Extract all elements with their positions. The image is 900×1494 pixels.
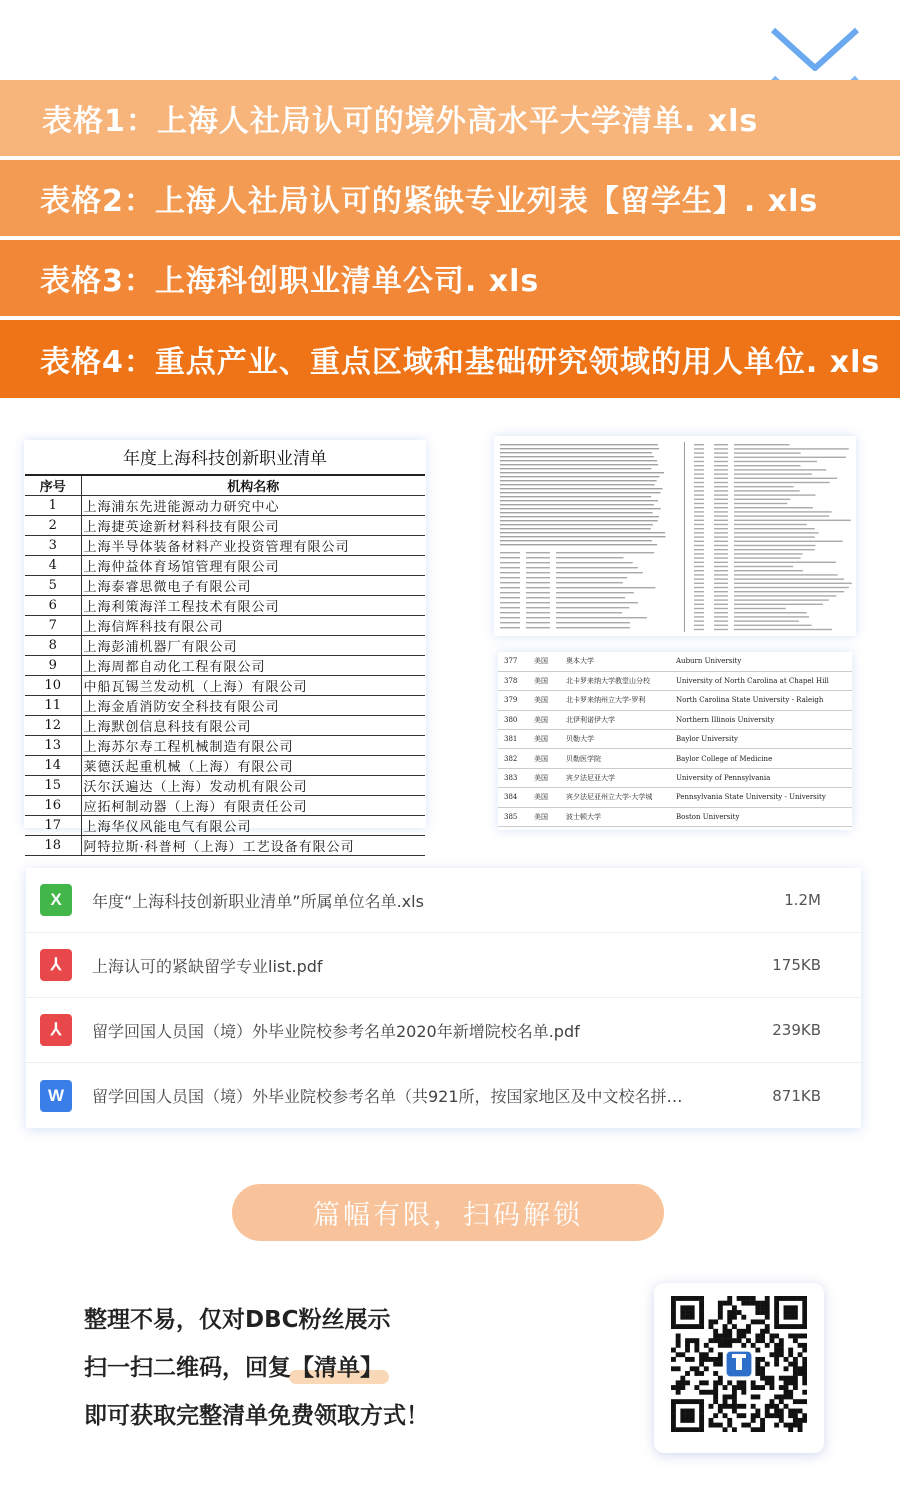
banner-label: 表格2：上海人社局认可的紧缺专业列表【留学生】. xls	[40, 184, 819, 219]
sheet-banner-3[interactable]	[0, 240, 900, 316]
table-row	[498, 730, 852, 749]
country: 美国	[526, 807, 566, 826]
table-row	[498, 652, 852, 671]
row-number: 1	[25, 496, 81, 516]
school-name-cn: 宾夕法尼亚州立大学-大学城	[566, 788, 676, 807]
row-number: 380	[498, 710, 526, 729]
sheet-banner-2[interactable]	[0, 160, 900, 236]
country: 美国	[526, 671, 566, 690]
row-number: 379	[498, 691, 526, 710]
org-name: 上海苏尔寿工程机械制造有限公司	[81, 736, 425, 756]
row-number: 8	[25, 636, 81, 656]
org-name: 上海彭浦机器厂有限公司	[81, 636, 425, 656]
country: 美国	[526, 768, 566, 787]
table-row	[25, 656, 425, 676]
table-row	[25, 696, 425, 716]
banner-label: 表格1：上海人社局认可的境外高水平大学清单. xls	[42, 104, 759, 139]
pdf-icon: ⅄	[40, 1014, 72, 1046]
country: 美国	[526, 710, 566, 729]
row-number: 384	[498, 788, 526, 807]
table-row	[25, 536, 425, 556]
note-line-1: 整理不易，仅对DBC粉丝展示	[84, 1307, 391, 1333]
table-row	[25, 756, 425, 776]
school-name-en: Pennsylvania State University - University	[676, 788, 852, 807]
org-name: 上海浦东先进能源动力研究中心	[81, 496, 425, 516]
row-number: 382	[498, 749, 526, 768]
school-name-cn: 北卡罗来纳州立大学-罗利	[566, 691, 676, 710]
pdf-page-thumbnail	[494, 436, 856, 636]
row-number: 3	[25, 536, 81, 556]
table-row	[498, 807, 852, 826]
org-name: 上海信辉科技有限公司	[81, 616, 425, 636]
row-number: 2	[25, 516, 81, 536]
org-name: 上海捷英途新材料科技有限公司	[81, 516, 425, 536]
qr-code-card[interactable]	[654, 1283, 824, 1453]
school-name-en: Boston University	[676, 807, 852, 826]
file-item[interactable]	[26, 933, 861, 998]
file-name: 上海认可的紧缺留学专业list.pdf	[92, 956, 323, 976]
row-number: 378	[498, 671, 526, 690]
file-size: 175KB	[772, 956, 821, 974]
preview-table	[25, 474, 425, 856]
country: 美国	[526, 691, 566, 710]
school-name-cn: 奥本大学	[566, 652, 676, 671]
file-item[interactable]	[26, 868, 861, 933]
school-name-en: Baylor University	[676, 730, 852, 749]
row-number: 10	[25, 676, 81, 696]
row-number: 14	[25, 756, 81, 776]
org-name: 上海周都自动化工程有限公司	[81, 656, 425, 676]
org-name: 上海半导体装备材料产业投资管理有限公司	[81, 536, 425, 556]
org-name: 上海默创信息科技有限公司	[81, 716, 425, 736]
org-name: 沃尔沃遍达（上海）发动机有限公司	[81, 776, 425, 796]
table-row	[25, 556, 425, 576]
row-number: 385	[498, 807, 526, 826]
column-header-no: 序号	[25, 475, 81, 496]
org-name: 上海仲益体育场馆管理有限公司	[81, 556, 425, 576]
sheet-banner-1[interactable]	[0, 80, 900, 156]
university-table	[498, 652, 852, 827]
row-number: 383	[498, 768, 526, 787]
file-item[interactable]	[26, 1063, 861, 1128]
column-header-org: 机构名称	[81, 475, 425, 496]
school-name-cn: 宾夕法尼亚大学	[566, 768, 676, 787]
row-number: 9	[25, 656, 81, 676]
pdf-icon: ⅄	[40, 949, 72, 981]
row-number: 18	[25, 836, 81, 856]
row-number: 6	[25, 596, 81, 616]
row-number: 15	[25, 776, 81, 796]
row-number: 17	[25, 816, 81, 836]
scan-unlock-button[interactable]: 篇幅有限，扫码解锁	[232, 1184, 664, 1241]
sheet-banner-4[interactable]	[0, 320, 900, 398]
excel-icon: X	[40, 884, 72, 916]
table-row	[498, 691, 852, 710]
table-row	[498, 768, 852, 787]
school-name-cn: 贝勒大学	[566, 730, 676, 749]
table-row	[25, 676, 425, 696]
school-name-cn: 波士顿大学	[566, 807, 676, 826]
school-name-cn: 北卡罗来纳大学教堂山分校	[566, 671, 676, 690]
banner-label: 表格3：上海科创职业清单公司. xls	[40, 264, 540, 299]
country: 美国	[526, 730, 566, 749]
table-row	[498, 749, 852, 768]
word-icon: W	[40, 1080, 72, 1112]
row-number: 11	[25, 696, 81, 716]
school-name-cn: 贝勒医学院	[566, 749, 676, 768]
university-list-thumbnail	[498, 652, 852, 830]
row-number: 13	[25, 736, 81, 756]
preview-title: 年度上海科技创新职业清单	[123, 449, 327, 469]
row-number: 7	[25, 616, 81, 636]
table-row	[25, 816, 425, 836]
table-row	[25, 576, 425, 596]
sheet-banner-list	[0, 80, 900, 402]
job-list-preview	[24, 440, 426, 855]
file-size: 1.2M	[784, 891, 821, 909]
table-row	[25, 776, 425, 796]
table-row	[25, 736, 425, 756]
attachment-list	[26, 868, 861, 1128]
row-number: 5	[25, 576, 81, 596]
row-number: 377	[498, 652, 526, 671]
org-name: 上海利策海洋工程技术有限公司	[81, 596, 425, 616]
file-name: 留学回国人员国（境）外毕业院校参考名单（共921所，按国家地区及中文校名拼…	[92, 1087, 683, 1106]
table-row	[25, 596, 425, 616]
table-row	[25, 496, 425, 516]
reply-keyword: 【清单】	[291, 1348, 383, 1388]
school-name-en: North Carolina State University - Raleigh	[676, 691, 852, 710]
school-name-en: Auburn University	[676, 652, 852, 671]
org-name: 阿特拉斯·科普柯（上海）工艺设备有限公司	[81, 836, 425, 856]
row-number: 12	[25, 716, 81, 736]
table-row	[498, 710, 852, 729]
note-line-2-prefix: 扫一扫二维码，回复	[84, 1355, 291, 1381]
school-name-cn: 北伊利诺伊大学	[566, 710, 676, 729]
row-number: 381	[498, 730, 526, 749]
country: 美国	[526, 749, 566, 768]
table-row	[25, 616, 425, 636]
file-size: 239KB	[772, 1021, 821, 1039]
org-name: 应拓柯制动器（上海）有限责任公司	[81, 796, 425, 816]
row-number: 16	[25, 796, 81, 816]
org-name: 中船瓦锡兰发动机（上海）有限公司	[81, 676, 425, 696]
file-size: 871KB	[772, 1086, 821, 1105]
file-name: 年度“上海科技创新职业清单”所属单位名单.xls	[92, 891, 424, 911]
note-line-3: 即可获取完整清单免费领取方式！	[84, 1403, 429, 1429]
instructions	[84, 1300, 429, 1444]
row-number: 4	[25, 556, 81, 576]
org-name: 上海金盾消防安全科技有限公司	[81, 696, 425, 716]
table-row	[25, 716, 425, 736]
qr-code[interactable]	[671, 1296, 807, 1432]
file-item[interactable]	[26, 998, 861, 1063]
table-row	[25, 516, 425, 536]
table-row	[25, 836, 425, 856]
org-name: 上海泰睿思微电子有限公司	[81, 576, 425, 596]
school-name-en: Northern Illinois University	[676, 710, 852, 729]
school-name-en: University of North Carolina at Chapel Hill	[676, 671, 852, 690]
school-name-en: University of Pennsylvania	[676, 768, 852, 787]
banner-label: 表格4：重点产业、重点区域和基础研究领域的用人单位. xls	[40, 345, 881, 380]
table-row	[25, 636, 425, 656]
table-row	[498, 788, 852, 807]
org-name: 上海华仪风能电气有限公司	[81, 816, 425, 836]
table-row	[25, 796, 425, 816]
country: 美国	[526, 788, 566, 807]
file-name: 留学回国人员国（境）外毕业院校参考名单2020年新增院校名单.pdf	[92, 1021, 580, 1041]
school-name-en: Baylor College of Medicine	[676, 749, 852, 768]
country: 美国	[526, 652, 566, 671]
table-row	[498, 671, 852, 690]
note-line-2	[84, 1348, 429, 1396]
org-name: 莱德沃起重机械（上海）有限公司	[81, 756, 425, 776]
